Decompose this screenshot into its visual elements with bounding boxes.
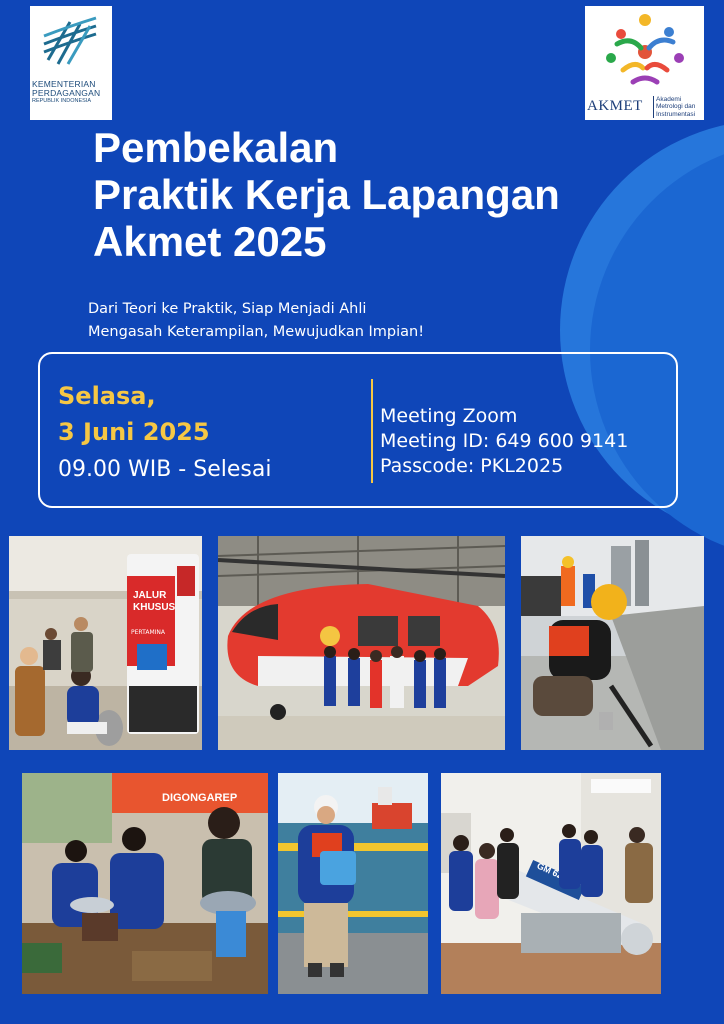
info-divider [371,379,373,483]
akmet-sub-line1: Akademi [656,96,682,103]
photo-fuel-station [9,536,202,750]
title-line2: Praktik Kerja Lapangan [93,171,560,218]
kemendag-line3: REPUBLIK INDONESIA [32,97,91,104]
akmet-subtitle [653,96,706,118]
akmet-sub-line3: Instrumentasi [656,110,696,118]
photo-lab-meter [441,773,661,994]
event-info-box [38,352,678,508]
tagline-line1: Dari Teori ke Praktik, Siap Menjadi Ahli [88,301,367,317]
sign-line1: JALUR [133,590,167,601]
meter-label: GM [535,860,553,876]
sign-brand: PERTAMINA [131,629,165,636]
kemendag-emblem-icon [40,14,100,70]
market-banner-text: DIGONGAREP [162,792,238,804]
photo-helicopter-group [218,536,505,750]
tagline [88,298,424,344]
akmet-sub-line2: Metrologi dan [656,103,696,111]
akmet-wordmark: AKMET [587,98,643,114]
event-time: 09.00 WIB - Selesai [58,457,272,482]
meeting-id: Meeting ID: 649 600 9141 [380,430,629,452]
akmet-logo [585,6,704,120]
photo-market-inspection [22,773,268,994]
event-title [93,124,560,265]
akmet-emblem-icon [597,10,693,94]
meeting-passcode: Passcode: PKL2025 [380,455,564,477]
kemendag-wordmark [32,80,110,105]
meeting-details [380,404,628,479]
sign-line2: KHUSUS [133,602,176,613]
kemendag-logo [30,6,112,120]
photo-ship-deck [278,773,428,994]
meeting-platform: Meeting Zoom [380,405,518,427]
title-line3: Akmet 2025 [93,218,327,265]
event-day: Selasa, [58,382,156,410]
kemendag-line2: PERDAGANGAN [32,87,101,98]
event-date: 3 Juni 2025 [58,418,210,446]
tagline-line2: Mengasah Keterampilan, Mewujudkan Impian! [88,324,425,340]
photo-field-worker [521,536,704,750]
title-line1: Pembekalan [93,124,339,171]
kemendag-line1: KEMENTERIAN [32,79,96,89]
